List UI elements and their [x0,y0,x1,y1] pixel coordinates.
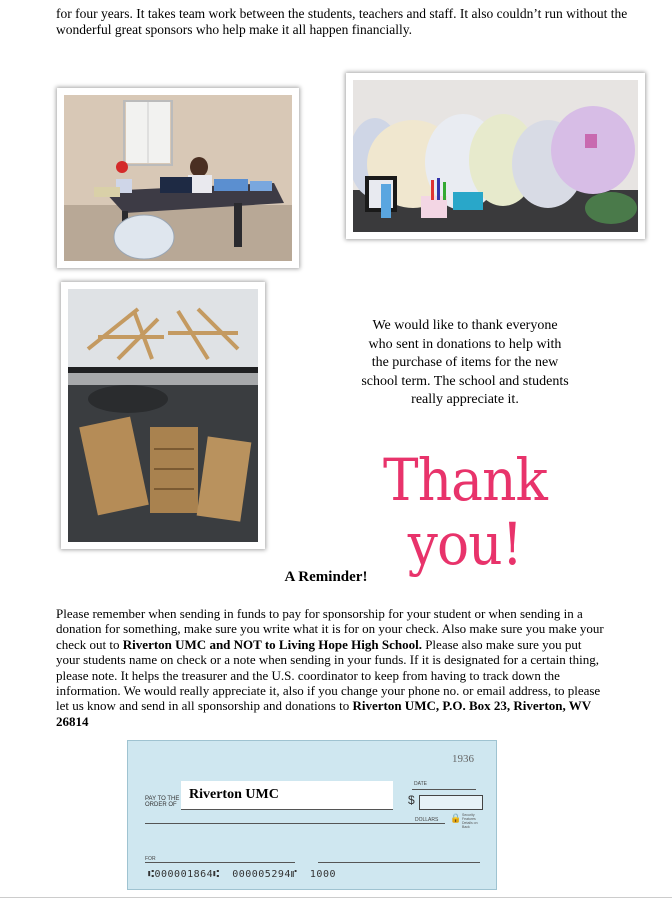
check-date-label: DATE [414,781,427,787]
reminder-text-2: Please also make sure you put your students name on check or a note when sending in your funds. If it is designated for a certain thing, please note. It helps the treasurer and the U.S. coordinator to keep from having to track down the information. We would really appreciate it, also if you change your phone no. or email address, to please let us know and send in all sponsorship and donations to [56,636,601,714]
sample-check [127,740,497,890]
check-number: 1936 [452,753,474,765]
reminder-text-1: Please remember when sending in funds to pay for sponsorship for your student or when sending in a donation for something, make sure you write what it is for on your check. Also make sure you make your check out to [56,606,604,652]
intro-paragraph: for four years. It takes team work between the students, teachers and staff. It also couldn’t run without the wonderful great sponsors who help make it all happen financially. [56,6,628,37]
check-pay-to-label: PAY TO THE ORDER OF [145,796,180,808]
thank-you-heading: Thank you! [383,446,547,578]
check-dollar-sign: $ [408,793,415,807]
check-signature-line [318,862,480,863]
reminder-paragraph [56,606,604,729]
check-for-label: FOR [145,856,156,862]
supplies-table-image [64,95,292,261]
page-bottom-divider [0,897,672,898]
check-dollars-line [145,823,445,824]
check-payee-line [181,809,393,810]
check-amount-box [419,795,483,810]
mosquito-nets-image [353,80,638,232]
check-date-line [412,789,476,790]
check-micr-line: ⑆000001864⑆ 000005294⑈ 1000 [148,869,336,880]
photo-chairs-vehicle [61,282,265,549]
check-dollars-label: DOLLARS [415,817,439,823]
reminder-payee-emphasis: Riverton UMC and NOT to Living Hope High School. [122,636,422,652]
photo-mosquito-nets [346,73,645,239]
reminder-title: A Reminder! [284,569,368,585]
thanks-message: We would like to thank everyone who sent in donations to help with the purchase of items for the new school term. The school and students really appreciate it. [361,318,569,407]
chairs-vehicle-image [68,289,258,542]
photo-supplies-table [57,88,299,268]
reminder-address: Riverton UMC, P.O. Box 23, Riverton, WV 26814 [56,698,591,729]
lock-icon: 🔒 [450,813,462,823]
check-for-line [145,862,295,863]
check-payee: Riverton UMC [181,781,393,809]
check-security-note: Security Features Details on Back [462,813,478,829]
